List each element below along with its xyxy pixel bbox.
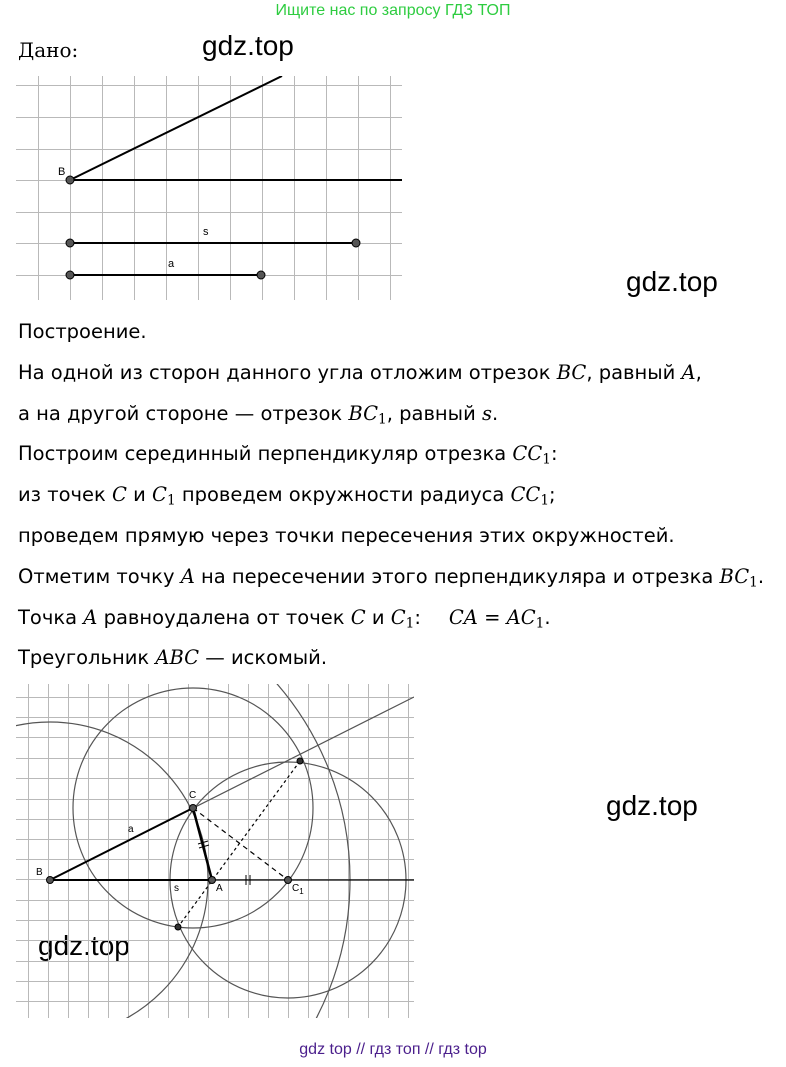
math-base: CC [510,483,541,507]
given-figure [16,76,404,302]
text-span: равноудалена от точек [97,605,351,629]
text-span: из точек [18,483,113,507]
point-c-label: C [189,790,197,801]
segment-a-label: a [168,258,175,270]
construction-line-3 [18,434,778,475]
text-span: и [126,483,153,507]
math-bc: BC [556,360,587,384]
text-span: На одной из сторон данного угла отложим отрезок [18,360,557,384]
equals-sign: = [477,605,507,629]
construction-text [18,312,778,679]
segment-s-start [66,239,74,247]
construction-title: Построение. [18,320,147,343]
grid [16,76,402,300]
math-base: AC [506,605,536,629]
text-span: , [695,360,702,384]
text-span: — [199,646,231,670]
side-s-label: s [174,883,179,894]
text-span: : [414,605,421,629]
footer: gdz top // гдз топ // гдз top [299,1041,487,1058]
text-span: и [365,605,391,629]
side-a-label: a [128,824,134,835]
given-label: Дано: [18,38,79,62]
math-sub: 1 [299,887,304,896]
text-span: , равный [386,401,482,425]
top-banner: Ищите нас по запросу ГДЗ ТОП [275,2,511,19]
math-c: C [350,605,366,629]
math-bc1 [348,402,386,425]
watermark: gdz.top [38,930,130,961]
math-c1 [152,483,176,509]
side-bc [50,808,193,880]
math-base: C [292,883,300,894]
math-c: C [112,483,127,507]
text-span: , равный [586,360,682,384]
segment-s-end [352,239,360,247]
math-sub: 1 [535,614,545,631]
point-c-dot [190,805,197,812]
text-span: : [550,442,558,466]
math-sub: 1 [540,492,550,509]
intersection-top-dot [297,758,303,764]
arc-radius-s [16,684,350,1020]
text-span: искомый. [230,646,328,670]
grid [16,684,414,1018]
segment-a-start [66,271,74,279]
math-base: C [390,605,406,629]
construction-line-4 [18,475,778,516]
perpendicular-bisector [178,761,300,927]
construction-line-2 [18,394,778,435]
watermark: gdz.top [626,266,718,297]
text-span: ; [549,483,556,507]
text-span: . [491,401,499,425]
math-sub: 1 [542,451,551,468]
math-s: s [481,401,492,425]
point-b-dot [66,176,74,184]
math-base: CC [512,442,543,466]
math-abc: ABC [155,646,200,670]
math-a: A [681,360,696,384]
construction-line-5: проведем прямую через точки пересечения этих окружностей. [18,523,675,547]
math-base: C [152,483,167,507]
side-ca [193,808,212,880]
arc-radius-a [16,722,208,1020]
math-a: A [180,564,195,588]
text-span: Построим серединный перпендикуляр отрезка [18,442,513,466]
math-a: A [83,605,98,629]
point-a-label: A [216,883,223,894]
math-c1 [391,606,415,629]
construction-line-1 [18,353,778,394]
math-sub: 1 [749,574,758,591]
math-sub: 1 [378,411,387,427]
text-span: на пересечении этого перпендикуляра и отрезка [194,564,720,588]
text-span: . [544,605,551,629]
math-ac1 [507,606,545,629]
math-cc1 [512,442,551,468]
text-span: а на другой стороне — отрезок [18,401,349,425]
watermark: gdz.top [606,790,698,821]
math-cc1 [510,483,550,509]
point-a-dot [209,877,216,884]
math-sub: 1 [405,614,415,631]
construction-line-8 [18,638,778,679]
construction-line-7 [18,598,778,639]
angle-ray-upper [70,76,282,180]
point-b-label: B [36,867,43,878]
text-span: Точка [18,605,84,629]
math-base: BC [348,401,379,425]
construction-figure [16,684,416,1020]
text-span: . [757,564,765,588]
segment-s-label: s [203,226,209,238]
point-b-label: B [58,166,66,178]
segment-a-end [257,271,265,279]
text-span: проведем окружности радиуса [175,483,511,507]
text-span: Треугольник [18,646,156,670]
math-ca: CA [448,605,478,629]
construction-line-6 [18,557,778,598]
math-sub: 1 [166,492,176,509]
math-bc1 [719,564,758,591]
point-c1-dot [285,877,292,884]
point-c1-label [292,883,304,896]
point-b-dot [47,877,54,884]
watermark: gdz.top [202,30,294,61]
text-span: Отметим точку [18,564,181,588]
math-base: BC [719,564,750,588]
intersection-bottom-dot [175,924,181,930]
